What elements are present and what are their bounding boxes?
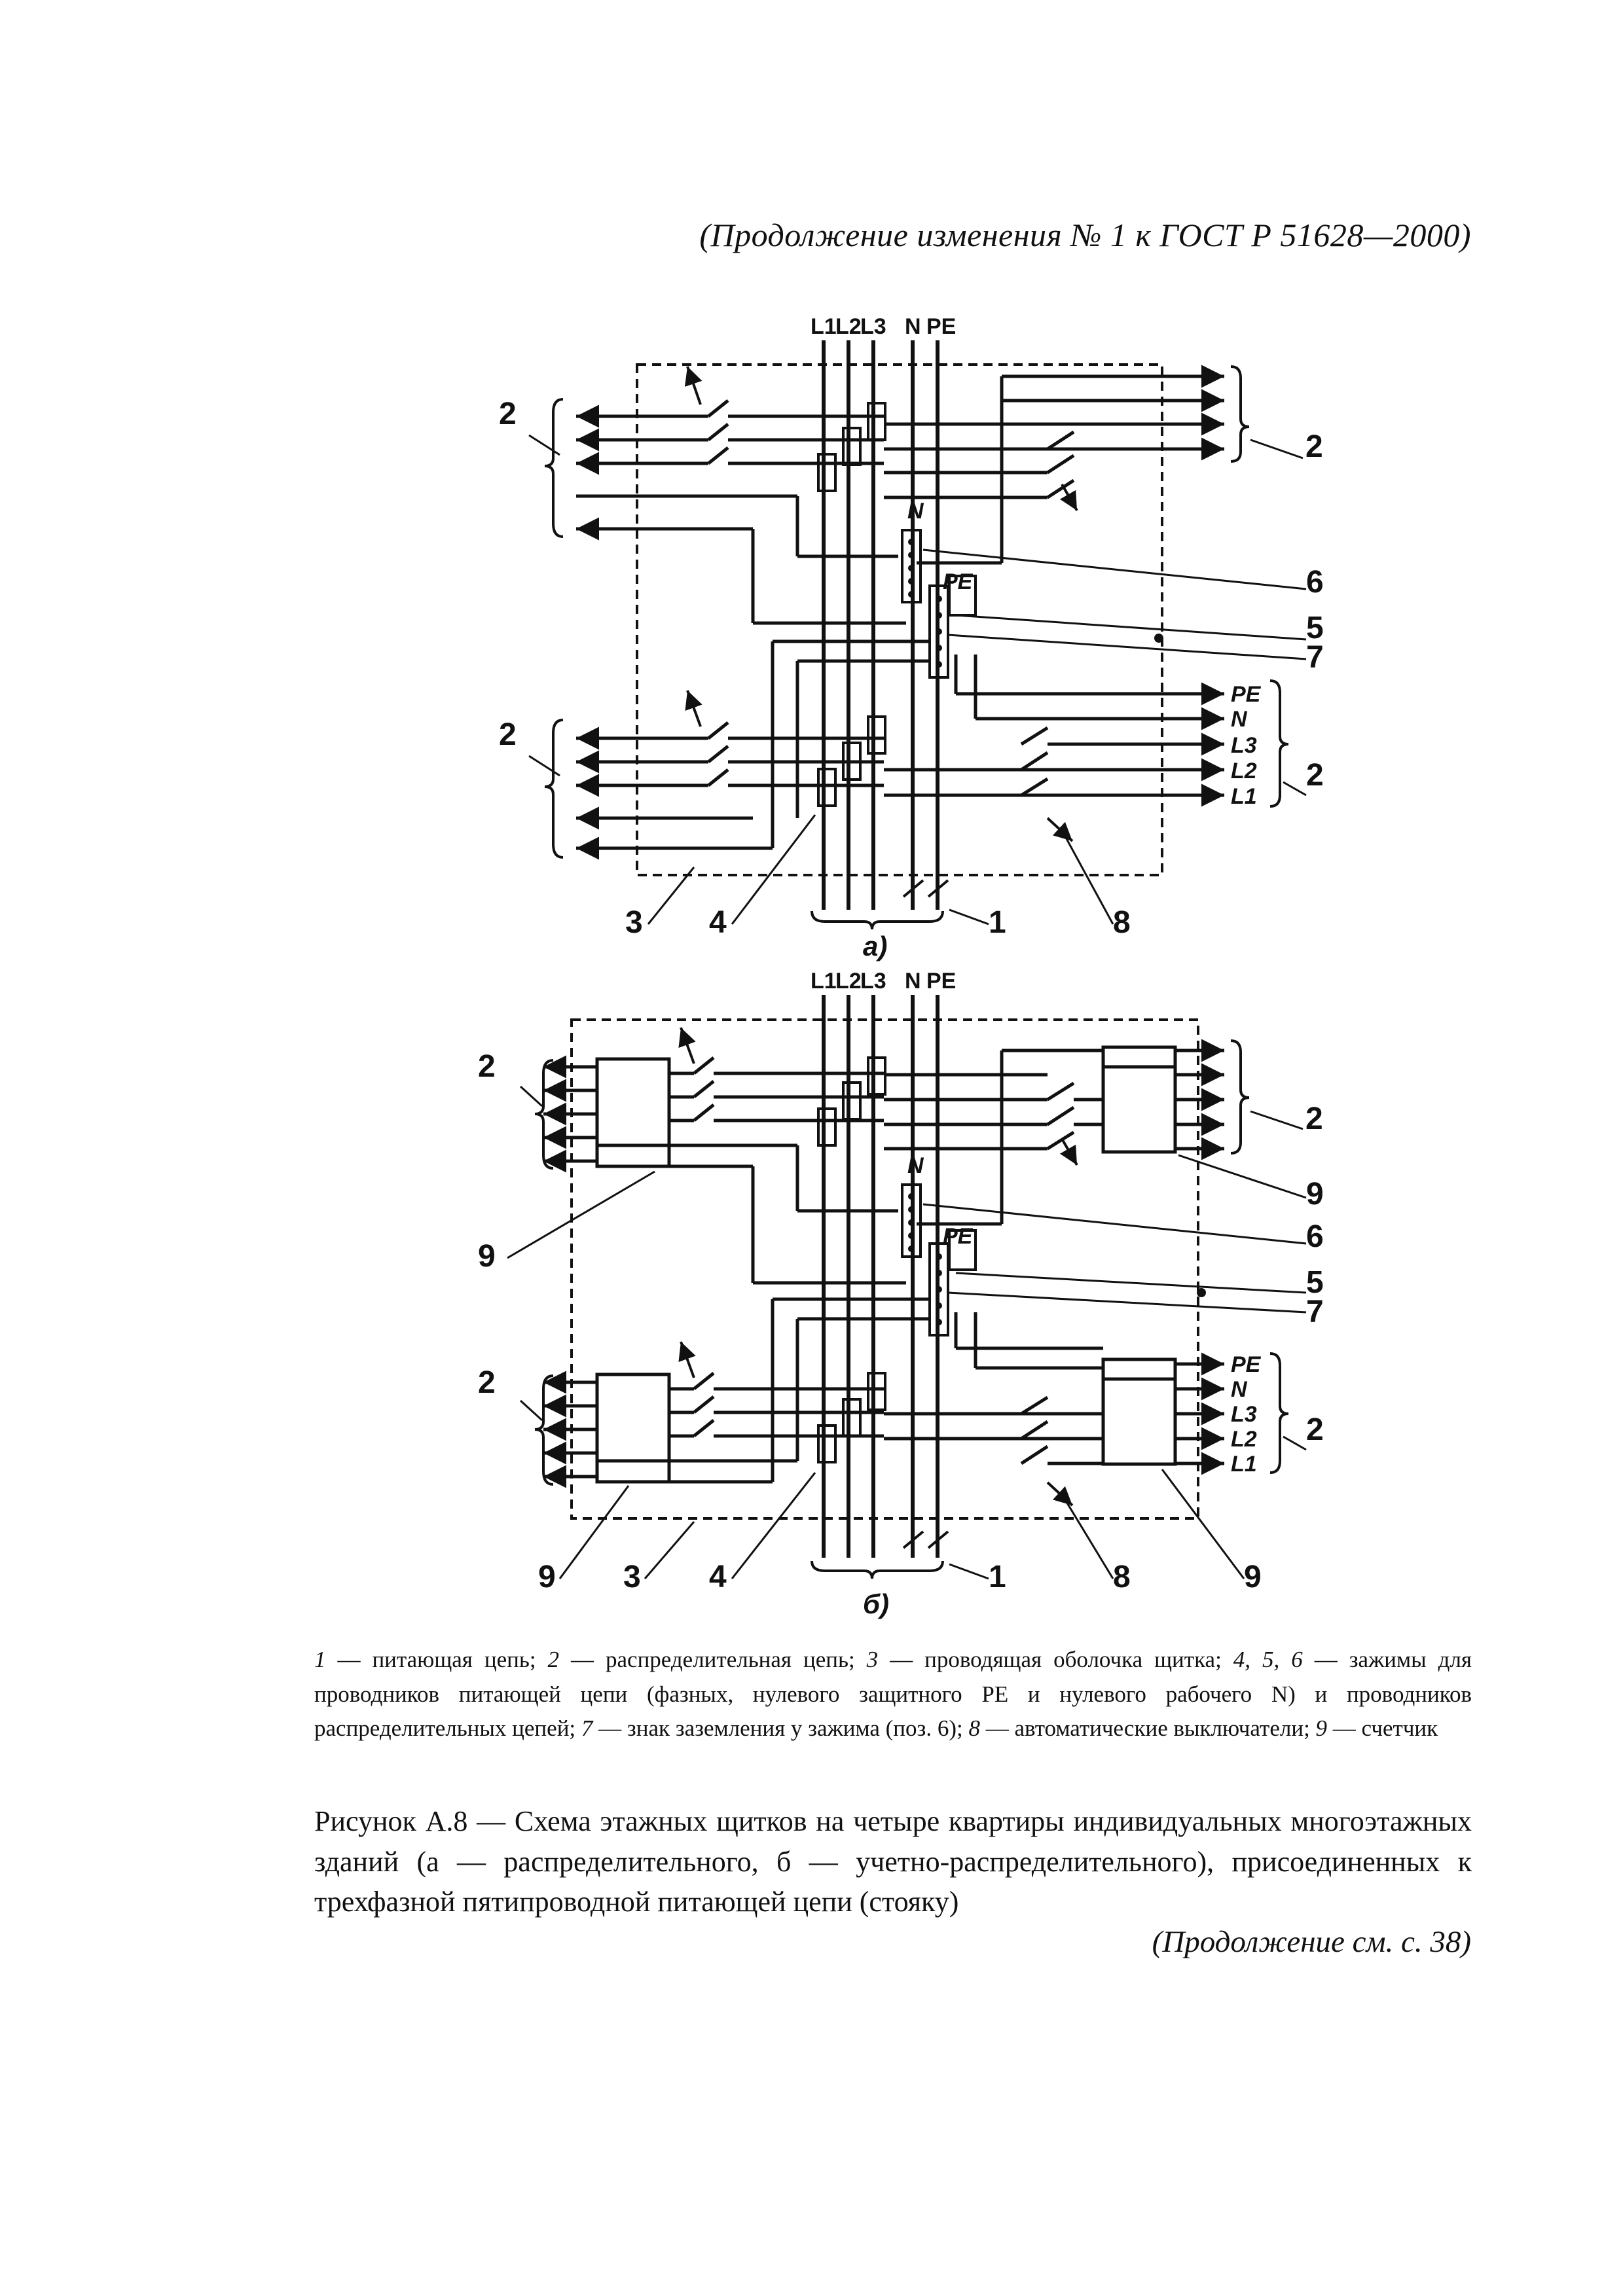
bus-label-pe-b: PE — [926, 969, 957, 994]
clamp-pe-label-b: PE — [943, 1224, 973, 1249]
legend-text: — автоматические выключатели; — [980, 1715, 1316, 1741]
callout-2-left-bottom-b: 2 — [478, 1365, 496, 1400]
legend-text: — распределительная цепь; — [559, 1647, 867, 1672]
switch-arrow-a3 — [687, 691, 701, 726]
out-label-l3-a: L3 — [1231, 733, 1257, 758]
clamp-pe-label-a: PE — [943, 569, 973, 594]
callout-2-right-top-b: 2 — [1305, 1102, 1323, 1136]
figure-label-b: б) — [863, 1588, 889, 1619]
switch-arrow-b4 — [1048, 1482, 1072, 1505]
legend-num: 1 — [314, 1647, 326, 1672]
callout-6-a: 6 — [1306, 565, 1324, 600]
switch-arrow-b1 — [681, 1028, 694, 1064]
legend-text: — питающая цепь; — [325, 1647, 548, 1672]
callout-9-left-top-b: 9 — [478, 1239, 496, 1274]
switch-arrow-a1 — [687, 367, 701, 404]
callout-5-a: 5 — [1306, 611, 1324, 645]
callout-2-left-top-a: 2 — [499, 397, 517, 431]
out-label-pe-b: PE — [1231, 1352, 1261, 1377]
clamps-b — [818, 1058, 976, 1462]
callout-3-b: 3 — [623, 1560, 641, 1594]
bus-bars-b — [824, 995, 938, 1558]
callout-4-a: 4 — [709, 905, 727, 940]
callout-4-b: 4 — [709, 1560, 727, 1594]
bus-label-l2-b: L2 — [835, 969, 862, 994]
left-top-circuits-a — [576, 401, 906, 623]
callout-2-right-top-a: 2 — [1305, 429, 1323, 464]
out-label-n-a: N — [1231, 707, 1247, 732]
callout-9-bottom-right-b: 9 — [1244, 1560, 1262, 1594]
meter-left-top — [597, 1059, 669, 1166]
enclosure-a — [637, 365, 1162, 875]
callout-5-b: 5 — [1306, 1265, 1324, 1300]
switch-arrow-b3 — [681, 1342, 694, 1378]
out-label-l3-b: L3 — [1231, 1402, 1257, 1427]
bus-label-l2-a: L2 — [835, 314, 862, 339]
braces-a — [545, 367, 1288, 929]
callout-9-bottom-left-b: 9 — [538, 1560, 556, 1594]
right-top-circuits-b — [884, 1050, 1224, 1224]
clamps-a — [818, 403, 976, 806]
meter-right-bottom — [1103, 1359, 1175, 1464]
switch-arrow-a2 — [1062, 484, 1077, 511]
legend-item — [548, 1647, 867, 1672]
legend-text: — счетчик — [1327, 1715, 1438, 1741]
right-bottom-circuits-a — [884, 655, 1224, 795]
figure-label-a: а) — [863, 931, 888, 961]
callout-7-a: 7 — [1306, 640, 1324, 675]
left-bottom-circuits-a — [576, 641, 930, 848]
figure-b-labels — [478, 969, 1324, 1619]
callout-2-left-top-b: 2 — [478, 1049, 496, 1084]
out-label-l2-b: L2 — [1231, 1427, 1257, 1452]
figure-legend — [314, 1643, 1472, 1746]
meters-b — [597, 1047, 1175, 1482]
bus-label-pe-a: PE — [926, 314, 957, 339]
legend-item — [969, 1715, 1316, 1741]
leader-dot-a — [1154, 634, 1163, 643]
legend-item — [314, 1647, 548, 1672]
right-top-circuits-a — [884, 376, 1224, 563]
leaders-b — [507, 1086, 1306, 1579]
out-label-l1-a: L1 — [1231, 784, 1257, 809]
continuation-footer: (Продолжение см. с. 38) — [1152, 1925, 1471, 1959]
feed-break-a — [903, 880, 948, 897]
clamp-n-label-b: N — [907, 1153, 924, 1178]
figure-b — [507, 995, 1306, 1579]
leader-dot-b — [1197, 1288, 1206, 1297]
meter-left-bottom — [597, 1374, 669, 1482]
figure-caption: Рисунок А.8 — Схема этажных щитков на четыре квартиры индивидуальных многоэтажных зданий (а — распределительного, б — учетно-распределительного), присоединенных к трехфазной пятипроводной питающей цепи (стояку) — [314, 1805, 1472, 1918]
legend-num: 4, 5, 6 — [1233, 1647, 1303, 1672]
out-label-pe-a: PE — [1231, 682, 1261, 707]
legend-num: 7 — [581, 1715, 593, 1741]
legend-item — [1316, 1715, 1438, 1741]
legend-num: 2 — [547, 1647, 560, 1672]
figure-a — [529, 340, 1306, 929]
bus-label-l3-a: L3 — [860, 314, 886, 339]
meter-right-top — [1103, 1047, 1175, 1152]
callout-3-a: 3 — [625, 905, 643, 940]
legend-text: — зажимы для проводников питающей цепи (фазных, нулевого защитного PE и нулевого рабочего N) и проводников распределительных цепей; — [314, 1647, 1472, 1741]
callout-1-a: 1 — [989, 905, 1006, 940]
out-label-n-b: N — [1231, 1377, 1247, 1402]
callout-9-right-top-b: 9 — [1306, 1177, 1324, 1211]
callout-2-right-bottom-a: 2 — [1306, 758, 1324, 793]
switch-arrow-b2 — [1062, 1139, 1077, 1165]
callout-2-left-bottom-a: 2 — [499, 717, 517, 752]
bus-label-l3-b: L3 — [860, 969, 886, 994]
callout-2-right-bottom-b: 2 — [1306, 1412, 1324, 1447]
continuation-header: (Продолжение изменения № 1 к ГОСТ Р 51628—2000) — [699, 217, 1471, 253]
callout-8-b: 8 — [1113, 1560, 1131, 1594]
clamp-n-label-a: N — [907, 499, 924, 524]
callout-8-a: 8 — [1113, 905, 1131, 940]
legend-num: 8 — [968, 1715, 980, 1741]
legend-text: — проводящая оболочка щитка; — [878, 1647, 1233, 1672]
legend-item — [581, 1715, 969, 1741]
legend-item — [867, 1647, 1233, 1672]
legend-num: 3 — [866, 1647, 879, 1672]
callout-1-b: 1 — [989, 1560, 1006, 1594]
bus-label-l1-b: L1 — [811, 969, 837, 994]
out-label-l1-b: L1 — [1231, 1452, 1257, 1477]
bus-label-l1-a: L1 — [811, 314, 837, 339]
out-label-l2-a: L2 — [1231, 759, 1257, 783]
legend-text: — знак заземления у зажима (поз. 6); — [593, 1715, 969, 1741]
legend-num: 9 — [1315, 1715, 1328, 1741]
callout-6-b: 6 — [1306, 1219, 1324, 1254]
switch-arrow-a4 — [1048, 818, 1072, 841]
feed-break-b — [903, 1532, 948, 1548]
callout-7-b: 7 — [1306, 1295, 1324, 1329]
bus-label-n-a: N — [905, 314, 921, 339]
bus-label-n-b: N — [905, 969, 921, 994]
